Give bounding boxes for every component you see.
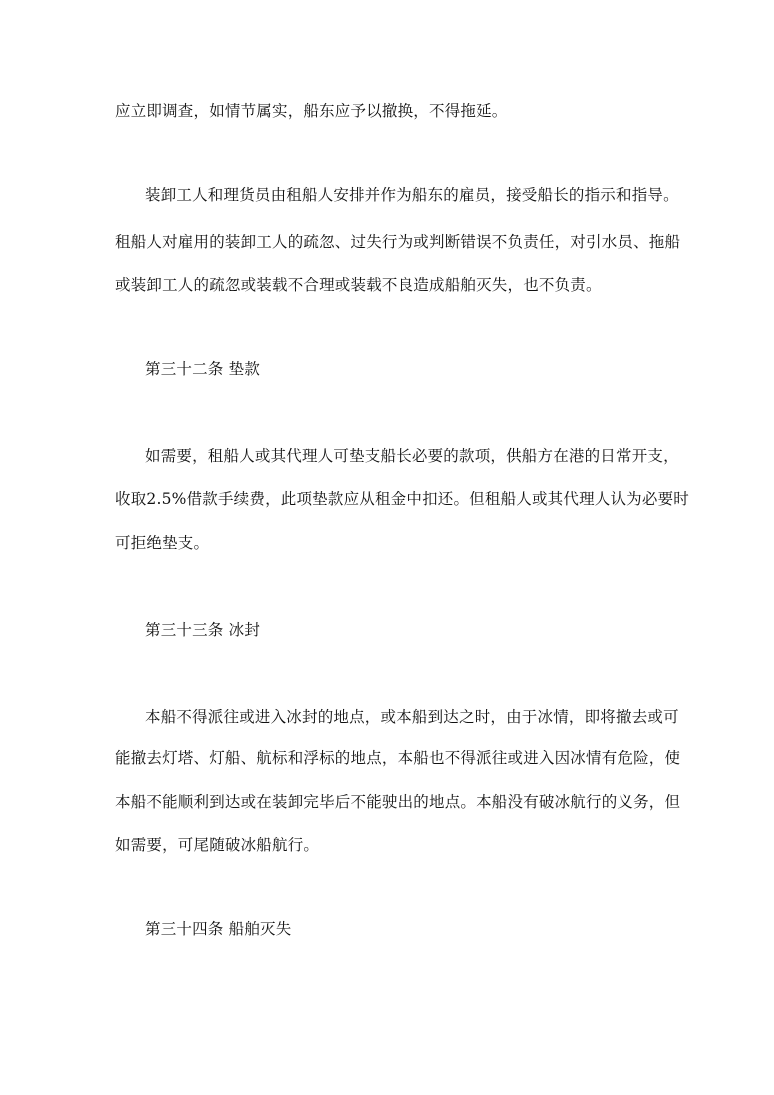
paragraph-line: 本船不得派往或进入冰封的地点，或本船到达之时，由于冰情，即将撤去或可 xyxy=(145,708,679,726)
paragraph-line: 可拒绝垫支。 xyxy=(115,534,210,552)
paragraph-line: 如需要，可尾随破冰船航行。 xyxy=(115,836,320,854)
paragraph-line: 能撤去灯塔、灯船、航标和浮标的地点，本船也不得派往或进入因冰情有危险，使 xyxy=(115,749,681,767)
paragraph-line: 或装卸工人的疏忽或装载不合理或装载不良造成船舶灭失，也不负责。 xyxy=(115,276,602,294)
paragraph-line: 收取2.5%借款手续费，此项垫款应从租金中扣还。但租船人或其代理人认为必要时 xyxy=(115,490,689,508)
section-heading: 第三十四条 船舶灭失 xyxy=(145,920,292,938)
paragraph-line: 租船人对雇用的装卸工人的疏忽、过失行为或判断错误不负责任，对引水员、拖船 xyxy=(115,233,681,251)
paragraph-line: 如需要，租船人或其代理人可垫支船长必要的款项，供船方在港的日常开支， xyxy=(145,447,679,465)
section-heading: 第三十三条 冰封 xyxy=(145,621,261,639)
paragraph-line: 装卸工人和理货员由租船人安排并作为船东的雇员，接受船长的指示和指导。 xyxy=(145,186,679,204)
section-heading: 第三十二条 垫款 xyxy=(145,360,261,378)
paragraph-line: 本船不能顺利到达或在装卸完毕后不能驶出的地点。本船没有破冰航行的义务，但 xyxy=(115,793,681,811)
paragraph-line: 应立即调查，如情节属实，船东应予以撤换，不得拖延。 xyxy=(115,102,508,120)
